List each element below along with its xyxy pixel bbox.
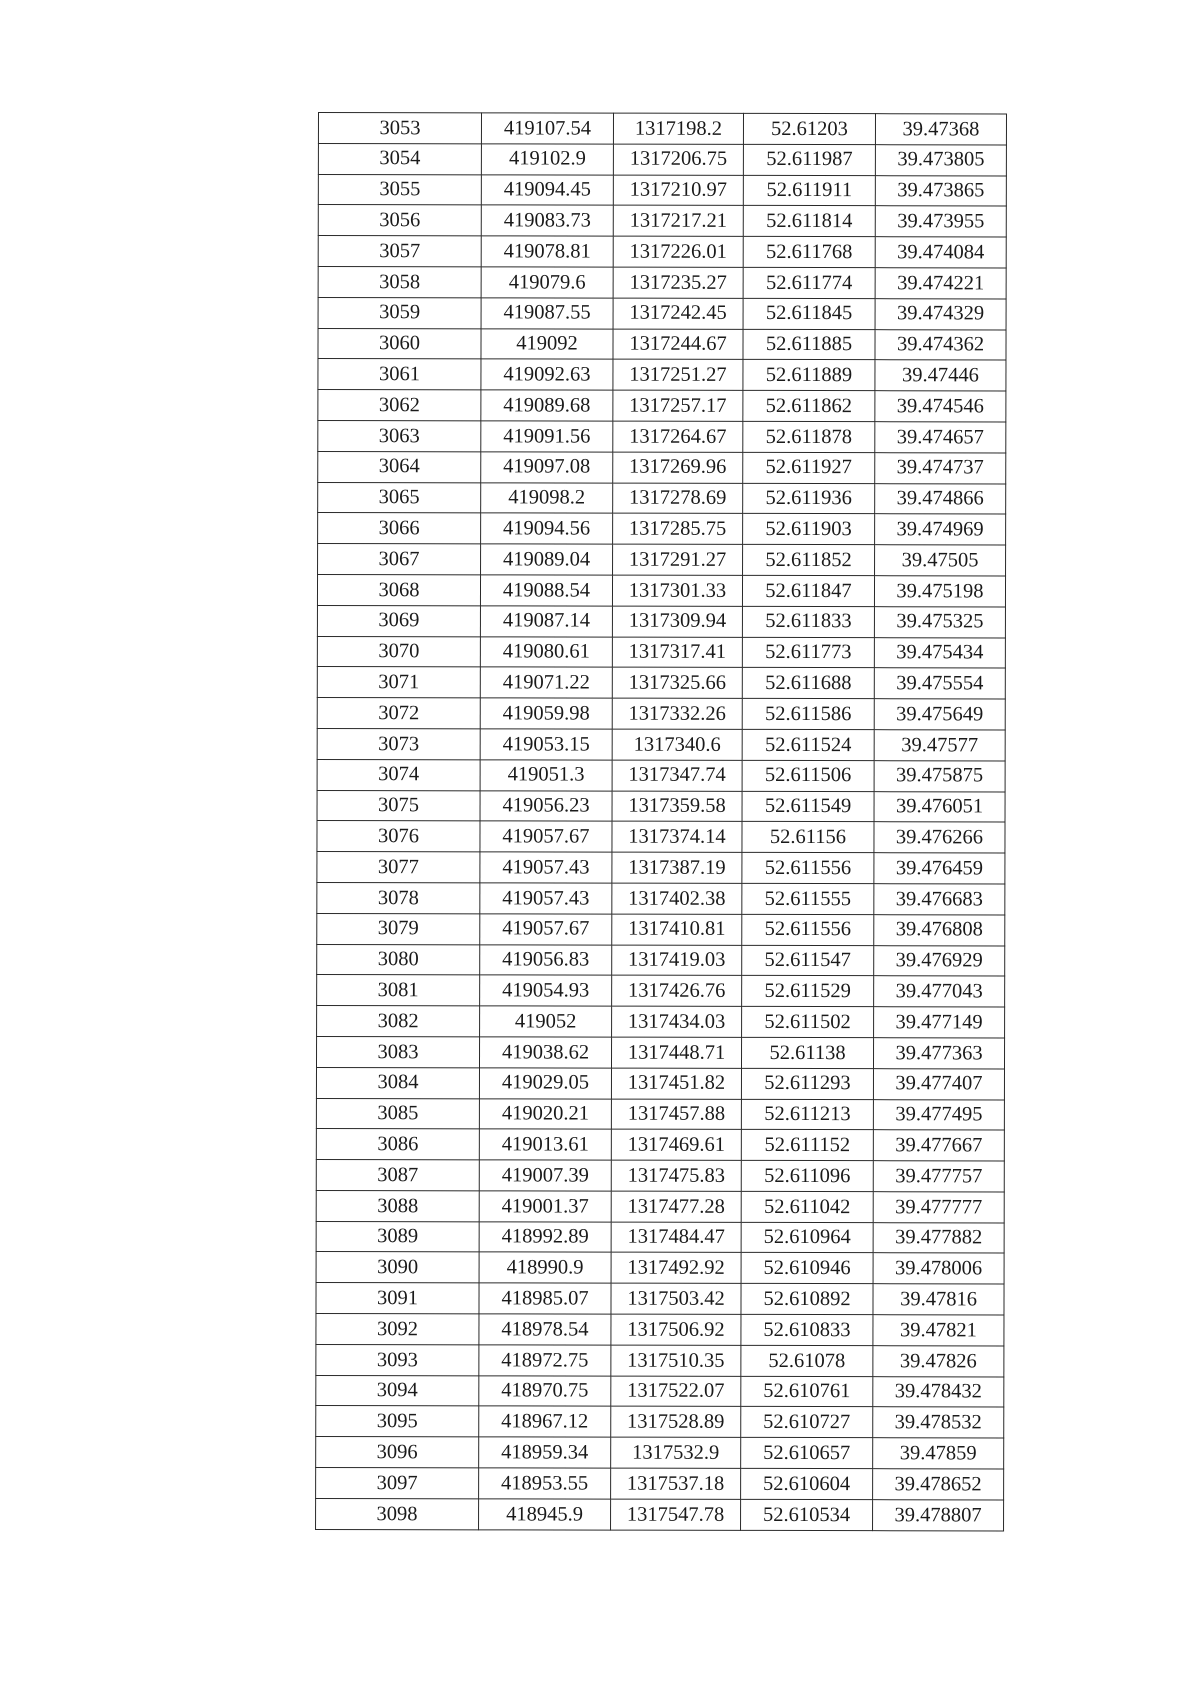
longitude-cell: 39.474866 xyxy=(875,483,1006,514)
x-coordinate-cell: 419053.15 xyxy=(480,729,612,760)
x-coordinate-cell: 418967.12 xyxy=(479,1406,611,1437)
longitude-cell: 39.478652 xyxy=(873,1469,1004,1500)
table-row xyxy=(317,913,1005,945)
y-coordinate-cell: 1317278.69 xyxy=(613,483,743,514)
point-number-cell: 3098 xyxy=(316,1498,479,1529)
latitude-cell: 52.61203 xyxy=(743,113,875,144)
latitude-cell: 52.611814 xyxy=(743,206,875,237)
x-coordinate-cell: 419071.22 xyxy=(480,667,612,698)
latitude-cell: 52.611556 xyxy=(742,853,874,884)
table-row xyxy=(317,574,1005,606)
longitude-cell: 39.477043 xyxy=(874,976,1005,1007)
x-coordinate-cell: 418972.75 xyxy=(479,1345,611,1376)
y-coordinate-cell: 1317340.6 xyxy=(612,729,742,760)
y-coordinate-cell: 1317448.71 xyxy=(611,1037,741,1068)
coordinates-table-body xyxy=(316,113,1007,1531)
y-coordinate-cell: 1317503.42 xyxy=(611,1283,741,1314)
longitude-cell: 39.47816 xyxy=(873,1284,1004,1315)
table-row xyxy=(318,174,1006,206)
longitude-cell: 39.476051 xyxy=(874,791,1005,822)
point-number-cell: 3096 xyxy=(316,1437,479,1468)
y-coordinate-cell: 1317244.67 xyxy=(613,329,743,360)
point-number-cell: 3066 xyxy=(318,513,481,544)
x-coordinate-cell: 419078.81 xyxy=(481,236,613,267)
y-coordinate-cell: 1317347.74 xyxy=(612,760,742,791)
table-row xyxy=(318,390,1006,422)
point-number-cell: 3053 xyxy=(318,113,481,144)
x-coordinate-cell: 419079.6 xyxy=(481,267,613,298)
y-coordinate-cell: 1317475.83 xyxy=(611,1160,741,1191)
point-number-cell: 3065 xyxy=(318,482,481,513)
table-row xyxy=(318,420,1006,452)
latitude-cell: 52.611852 xyxy=(743,545,875,576)
table-row xyxy=(318,328,1006,360)
longitude-cell: 39.477777 xyxy=(873,1192,1004,1223)
longitude-cell: 39.474969 xyxy=(875,514,1006,545)
y-coordinate-cell: 1317547.78 xyxy=(611,1499,741,1530)
y-coordinate-cell: 1317269.96 xyxy=(613,452,743,483)
x-coordinate-cell: 419094.56 xyxy=(481,513,613,544)
table-row xyxy=(318,359,1006,391)
longitude-cell: 39.476459 xyxy=(874,853,1005,884)
x-coordinate-cell: 418953.55 xyxy=(479,1468,611,1499)
x-coordinate-cell: 419057.67 xyxy=(480,821,612,852)
table-row xyxy=(316,1098,1004,1130)
table-row xyxy=(316,1190,1004,1222)
table-row xyxy=(316,1252,1004,1284)
x-coordinate-cell: 419056.83 xyxy=(480,944,612,975)
point-number-cell: 3058 xyxy=(318,266,481,297)
y-coordinate-cell: 1317198.2 xyxy=(613,113,743,144)
longitude-cell: 39.473865 xyxy=(875,175,1006,206)
longitude-cell: 39.476808 xyxy=(874,914,1005,945)
latitude-cell: 52.611293 xyxy=(741,1068,873,1099)
point-number-cell: 3057 xyxy=(318,236,481,267)
point-number-cell: 3083 xyxy=(316,1036,479,1067)
y-coordinate-cell: 1317469.61 xyxy=(611,1129,741,1160)
point-number-cell: 3092 xyxy=(316,1314,479,1345)
table-row xyxy=(316,1129,1004,1161)
longitude-cell: 39.473805 xyxy=(875,144,1006,175)
longitude-cell: 39.477495 xyxy=(873,1099,1004,1130)
x-coordinate-cell: 418978.54 xyxy=(479,1314,611,1345)
latitude-cell: 52.611688 xyxy=(742,668,874,699)
latitude-cell: 52.611903 xyxy=(743,514,875,545)
y-coordinate-cell: 1317309.94 xyxy=(612,606,742,637)
point-number-cell: 3097 xyxy=(316,1468,479,1499)
y-coordinate-cell: 1317210.97 xyxy=(613,175,743,206)
latitude-cell: 52.610604 xyxy=(741,1468,873,1499)
latitude-cell: 52.61138 xyxy=(741,1037,873,1068)
y-coordinate-cell: 1317510.35 xyxy=(611,1345,741,1376)
y-coordinate-cell: 1317325.66 xyxy=(612,667,742,698)
latitude-cell: 52.611529 xyxy=(742,976,874,1007)
latitude-cell: 52.611911 xyxy=(743,175,875,206)
longitude-cell: 39.474329 xyxy=(875,298,1006,329)
x-coordinate-cell: 418970.75 xyxy=(479,1376,611,1407)
point-number-cell: 3074 xyxy=(317,759,480,790)
table-row xyxy=(316,1036,1004,1068)
longitude-cell: 39.475554 xyxy=(874,668,1005,699)
y-coordinate-cell: 1317451.82 xyxy=(611,1068,741,1099)
x-coordinate-cell: 419083.73 xyxy=(481,205,613,236)
point-number-cell: 3087 xyxy=(316,1160,479,1191)
longitude-cell: 39.476266 xyxy=(874,822,1005,853)
point-number-cell: 3064 xyxy=(318,451,481,482)
latitude-cell: 52.611847 xyxy=(742,575,874,606)
y-coordinate-cell: 1317217.21 xyxy=(613,206,743,237)
y-coordinate-cell: 1317242.45 xyxy=(613,298,743,329)
y-coordinate-cell: 1317264.67 xyxy=(613,421,743,452)
longitude-cell: 39.477882 xyxy=(873,1222,1004,1253)
longitude-cell: 39.47821 xyxy=(873,1315,1004,1346)
x-coordinate-cell: 419038.62 xyxy=(479,1037,611,1068)
x-coordinate-cell: 419029.05 xyxy=(479,1068,611,1099)
longitude-cell: 39.475875 xyxy=(874,760,1005,791)
point-number-cell: 3080 xyxy=(317,944,480,975)
table-row xyxy=(318,513,1006,545)
longitude-cell: 39.474546 xyxy=(875,391,1006,422)
table-row xyxy=(317,698,1005,730)
point-number-cell: 3095 xyxy=(316,1406,479,1437)
point-number-cell: 3085 xyxy=(316,1098,479,1129)
table-row xyxy=(317,882,1005,914)
x-coordinate-cell: 419020.21 xyxy=(479,1098,611,1129)
x-coordinate-cell: 419088.54 xyxy=(480,575,612,606)
table-row xyxy=(318,236,1006,268)
x-coordinate-cell: 419097.08 xyxy=(481,452,613,483)
latitude-cell: 52.611773 xyxy=(742,637,874,668)
point-number-cell: 3061 xyxy=(318,359,481,390)
table-row xyxy=(316,1221,1004,1253)
y-coordinate-cell: 1317374.14 xyxy=(612,821,742,852)
table-row xyxy=(317,790,1005,822)
latitude-cell: 52.611549 xyxy=(742,791,874,822)
table-row xyxy=(318,113,1006,145)
latitude-cell: 52.611987 xyxy=(743,144,875,175)
table-row xyxy=(318,266,1006,298)
y-coordinate-cell: 1317206.75 xyxy=(613,144,743,175)
y-coordinate-cell: 1317317.41 xyxy=(612,637,742,668)
x-coordinate-cell: 419007.39 xyxy=(479,1160,611,1191)
table-row xyxy=(318,143,1006,175)
x-coordinate-cell: 419057.43 xyxy=(480,883,612,914)
table-row xyxy=(318,482,1006,514)
longitude-cell: 39.477407 xyxy=(873,1068,1004,1099)
table-row xyxy=(316,1160,1004,1192)
latitude-cell: 52.611862 xyxy=(743,391,875,422)
point-number-cell: 3091 xyxy=(316,1283,479,1314)
point-number-cell: 3084 xyxy=(316,1067,479,1098)
x-coordinate-cell: 419013.61 xyxy=(479,1129,611,1160)
latitude-cell: 52.610946 xyxy=(741,1253,873,1284)
latitude-cell: 52.611936 xyxy=(743,483,875,514)
latitude-cell: 52.611768 xyxy=(743,237,875,268)
point-number-cell: 3056 xyxy=(318,205,481,236)
point-number-cell: 3059 xyxy=(318,297,481,328)
latitude-cell: 52.610727 xyxy=(741,1407,873,1438)
y-coordinate-cell: 1317419.03 xyxy=(612,945,742,976)
longitude-cell: 39.474221 xyxy=(875,268,1006,299)
point-number-cell: 3082 xyxy=(317,1006,480,1037)
table-row xyxy=(317,728,1005,760)
table-row xyxy=(318,205,1006,237)
longitude-cell: 39.474657 xyxy=(875,422,1006,453)
y-coordinate-cell: 1317332.26 xyxy=(612,698,742,729)
x-coordinate-cell: 419057.43 xyxy=(480,852,612,883)
point-number-cell: 3090 xyxy=(316,1252,479,1283)
point-number-cell: 3067 xyxy=(318,544,481,575)
point-number-cell: 3068 xyxy=(317,574,480,605)
y-coordinate-cell: 1317434.03 xyxy=(612,1006,742,1037)
y-coordinate-cell: 1317402.38 xyxy=(612,883,742,914)
longitude-cell: 39.478006 xyxy=(873,1253,1004,1284)
latitude-cell: 52.611096 xyxy=(741,1160,873,1191)
table-row xyxy=(316,1314,1004,1346)
x-coordinate-cell: 419092.63 xyxy=(481,359,613,390)
longitude-cell: 39.47368 xyxy=(875,114,1006,145)
table-row xyxy=(317,636,1005,668)
latitude-cell: 52.611547 xyxy=(742,945,874,976)
x-coordinate-cell: 418990.9 xyxy=(479,1252,611,1283)
x-coordinate-cell: 418985.07 xyxy=(479,1283,611,1314)
longitude-cell: 39.477363 xyxy=(873,1038,1004,1069)
table-row xyxy=(318,544,1006,576)
point-number-cell: 3089 xyxy=(316,1221,479,1252)
y-coordinate-cell: 1317532.9 xyxy=(611,1437,741,1468)
x-coordinate-cell: 419052 xyxy=(480,1006,612,1037)
y-coordinate-cell: 1317410.81 xyxy=(612,914,742,945)
table-row xyxy=(318,297,1006,329)
y-coordinate-cell: 1317426.76 xyxy=(612,975,742,1006)
x-coordinate-cell: 419098.2 xyxy=(481,482,613,513)
longitude-cell: 39.475325 xyxy=(874,606,1005,637)
longitude-cell: 39.478807 xyxy=(873,1500,1004,1531)
table-row xyxy=(316,1468,1004,1500)
latitude-cell: 52.611152 xyxy=(741,1130,873,1161)
y-coordinate-cell: 1317522.07 xyxy=(611,1376,741,1407)
table-row xyxy=(316,1498,1004,1530)
point-number-cell: 3088 xyxy=(316,1190,479,1221)
y-coordinate-cell: 1317387.19 xyxy=(612,852,742,883)
y-coordinate-cell: 1317257.17 xyxy=(613,390,743,421)
latitude-cell: 52.611524 xyxy=(742,729,874,760)
y-coordinate-cell: 1317528.89 xyxy=(611,1407,741,1438)
x-coordinate-cell: 419080.61 xyxy=(480,636,612,667)
x-coordinate-cell: 419089.68 xyxy=(481,390,613,421)
point-number-cell: 3077 xyxy=(317,852,480,883)
table-row xyxy=(316,1067,1004,1099)
longitude-cell: 39.474737 xyxy=(875,452,1006,483)
longitude-cell: 39.475649 xyxy=(874,699,1005,730)
point-number-cell: 3079 xyxy=(317,913,480,944)
table-row xyxy=(316,1406,1004,1438)
point-number-cell: 3063 xyxy=(318,420,481,451)
longitude-cell: 39.473955 xyxy=(875,206,1006,237)
point-number-cell: 3072 xyxy=(317,698,480,729)
longitude-cell: 39.47859 xyxy=(873,1438,1004,1469)
point-number-cell: 3054 xyxy=(318,143,481,174)
y-coordinate-cell: 1317285.75 xyxy=(613,513,743,544)
x-coordinate-cell: 419089.04 xyxy=(481,544,613,575)
x-coordinate-cell: 419087.14 xyxy=(480,606,612,637)
table-row xyxy=(317,605,1005,637)
longitude-cell: 39.47577 xyxy=(874,730,1005,761)
y-coordinate-cell: 1317506.92 xyxy=(611,1314,741,1345)
point-number-cell: 3075 xyxy=(317,790,480,821)
y-coordinate-cell: 1317235.27 xyxy=(613,267,743,298)
longitude-cell: 39.475198 xyxy=(874,576,1005,607)
longitude-cell: 39.47446 xyxy=(875,360,1006,391)
longitude-cell: 39.478432 xyxy=(873,1376,1004,1407)
longitude-cell: 39.477667 xyxy=(873,1130,1004,1161)
latitude-cell: 52.61156 xyxy=(742,822,874,853)
x-coordinate-cell: 419001.37 xyxy=(479,1191,611,1222)
latitude-cell: 52.611502 xyxy=(742,1006,874,1037)
longitude-cell: 39.477149 xyxy=(874,1007,1005,1038)
point-number-cell: 3062 xyxy=(318,390,481,421)
x-coordinate-cell: 419092 xyxy=(481,328,613,359)
x-coordinate-cell: 418945.9 xyxy=(479,1499,611,1530)
point-number-cell: 3069 xyxy=(317,605,480,636)
x-coordinate-cell: 418992.89 xyxy=(479,1222,611,1253)
longitude-cell: 39.47826 xyxy=(873,1346,1004,1377)
x-coordinate-cell: 419057.67 xyxy=(480,914,612,945)
latitude-cell: 52.611506 xyxy=(742,760,874,791)
table-row xyxy=(317,667,1005,699)
latitude-cell: 52.611845 xyxy=(743,298,875,329)
latitude-cell: 52.611042 xyxy=(741,1191,873,1222)
latitude-cell: 52.611833 xyxy=(742,606,874,637)
longitude-cell: 39.475434 xyxy=(874,637,1005,668)
point-number-cell: 3070 xyxy=(317,636,480,667)
longitude-cell: 39.476929 xyxy=(874,945,1005,976)
point-number-cell: 3093 xyxy=(316,1344,479,1375)
latitude-cell: 52.611556 xyxy=(742,914,874,945)
table-row xyxy=(317,821,1005,853)
latitude-cell: 52.611885 xyxy=(743,329,875,360)
table-row xyxy=(317,975,1005,1007)
point-number-cell: 3071 xyxy=(317,667,480,698)
longitude-cell: 39.474362 xyxy=(875,329,1006,360)
x-coordinate-cell: 419094.45 xyxy=(481,174,613,205)
table-row xyxy=(316,1437,1004,1469)
x-coordinate-cell: 418959.34 xyxy=(479,1437,611,1468)
x-coordinate-cell: 419107.54 xyxy=(481,113,613,144)
latitude-cell: 52.611889 xyxy=(743,360,875,391)
point-number-cell: 3060 xyxy=(318,328,481,359)
table-row xyxy=(317,759,1005,791)
latitude-cell: 52.611555 xyxy=(742,883,874,914)
latitude-cell: 52.611586 xyxy=(742,699,874,730)
point-number-cell: 3076 xyxy=(317,821,480,852)
longitude-cell: 39.477757 xyxy=(873,1161,1004,1192)
point-number-cell: 3094 xyxy=(316,1375,479,1406)
latitude-cell: 52.611878 xyxy=(743,421,875,452)
latitude-cell: 52.610964 xyxy=(741,1222,873,1253)
longitude-cell: 39.478532 xyxy=(873,1407,1004,1438)
y-coordinate-cell: 1317477.28 xyxy=(611,1191,741,1222)
point-number-cell: 3073 xyxy=(317,728,480,759)
latitude-cell: 52.610534 xyxy=(741,1499,873,1530)
latitude-cell: 52.61078 xyxy=(741,1345,873,1376)
table-row xyxy=(316,1344,1004,1376)
latitude-cell: 52.611213 xyxy=(741,1099,873,1130)
table-row xyxy=(317,944,1005,976)
y-coordinate-cell: 1317359.58 xyxy=(612,791,742,822)
latitude-cell: 52.610892 xyxy=(741,1284,873,1315)
y-coordinate-cell: 1317484.47 xyxy=(611,1222,741,1253)
x-coordinate-cell: 419087.55 xyxy=(481,298,613,329)
point-number-cell: 3055 xyxy=(318,174,481,205)
y-coordinate-cell: 1317492.92 xyxy=(611,1253,741,1284)
x-coordinate-cell: 419056.23 xyxy=(480,790,612,821)
x-coordinate-cell: 419091.56 xyxy=(481,421,613,452)
point-number-cell: 3086 xyxy=(316,1129,479,1160)
latitude-cell: 52.610833 xyxy=(741,1314,873,1345)
latitude-cell: 52.611927 xyxy=(743,452,875,483)
y-coordinate-cell: 1317251.27 xyxy=(613,359,743,390)
y-coordinate-cell: 1317291.27 xyxy=(613,544,743,575)
y-coordinate-cell: 1317301.33 xyxy=(612,575,742,606)
table-row xyxy=(317,1006,1005,1038)
coordinates-table xyxy=(315,112,1007,1531)
y-coordinate-cell: 1317226.01 xyxy=(613,236,743,267)
latitude-cell: 52.610657 xyxy=(741,1438,873,1469)
latitude-cell: 52.611774 xyxy=(743,267,875,298)
latitude-cell: 52.610761 xyxy=(741,1376,873,1407)
x-coordinate-cell: 419059.98 xyxy=(480,698,612,729)
longitude-cell: 39.476683 xyxy=(874,884,1005,915)
table-row xyxy=(318,451,1006,483)
point-number-cell: 3078 xyxy=(317,882,480,913)
table-row xyxy=(316,1375,1004,1407)
x-coordinate-cell: 419102.9 xyxy=(481,144,613,175)
table-row xyxy=(316,1283,1004,1315)
y-coordinate-cell: 1317537.18 xyxy=(611,1468,741,1499)
longitude-cell: 39.47505 xyxy=(875,545,1006,576)
point-number-cell: 3081 xyxy=(317,975,480,1006)
table-row xyxy=(317,852,1005,884)
longitude-cell: 39.474084 xyxy=(875,237,1006,268)
y-coordinate-cell: 1317457.88 xyxy=(611,1099,741,1130)
x-coordinate-cell: 419051.3 xyxy=(480,760,612,791)
x-coordinate-cell: 419054.93 xyxy=(480,975,612,1006)
